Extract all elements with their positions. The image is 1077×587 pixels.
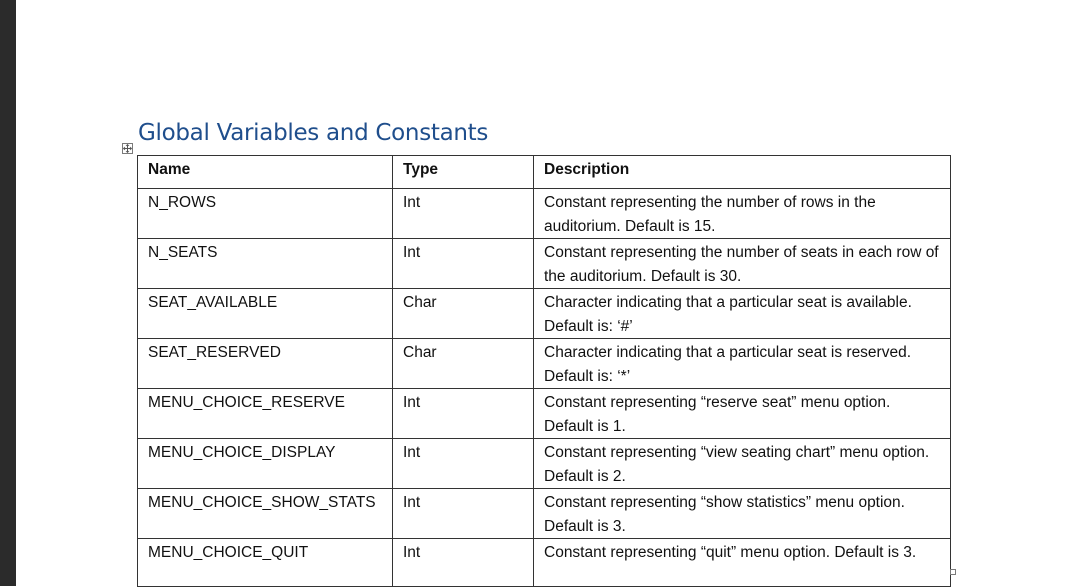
table-header-row: [138, 156, 951, 189]
table-row: [138, 239, 951, 289]
cell-type: Int: [393, 239, 534, 289]
cell-name: N_SEATS: [138, 239, 393, 289]
cell-description: Constant representing the number of seats in each row of the auditorium. Default is 30.: [534, 239, 951, 289]
table-move-handle[interactable]: [122, 143, 133, 154]
cell-name: MENU_CHOICE_SHOW_STATS: [138, 489, 393, 539]
cell-name: MENU_CHOICE_QUIT: [138, 539, 393, 587]
header-name: Name: [138, 156, 393, 189]
cell-description: Constant representing the number of rows in the auditorium. Default is 15.: [534, 189, 951, 239]
move-arrows-icon: [123, 144, 132, 153]
table-row: [138, 189, 951, 239]
cell-type: Int: [393, 189, 534, 239]
cell-type: Int: [393, 389, 534, 439]
cell-description: Constant representing “reserve seat” menu option. Default is 1.: [534, 389, 951, 439]
section-heading: Global Variables and Constants: [138, 120, 489, 146]
cell-description: Constant representing “view seating chart” menu option. Default is 2.: [534, 439, 951, 489]
window-left-edge: [0, 0, 16, 586]
table-row: [138, 539, 951, 587]
table-resize-handle[interactable]: [950, 569, 956, 575]
cell-name: MENU_CHOICE_DISPLAY: [138, 439, 393, 489]
cell-name: MENU_CHOICE_RESERVE: [138, 389, 393, 439]
cell-type: Char: [393, 289, 534, 339]
header-description: Description: [534, 156, 951, 189]
cell-type: Int: [393, 439, 534, 489]
cell-description: Character indicating that a particular seat is reserved. Default is: ‘*’: [534, 339, 951, 389]
cell-name: SEAT_RESERVED: [138, 339, 393, 389]
table-row: [138, 439, 951, 489]
header-type: Type: [393, 156, 534, 189]
cell-description: Constant representing “quit” menu option. Default is 3.: [534, 539, 951, 587]
cell-description: Character indicating that a particular seat is available. Default is: ‘#’: [534, 289, 951, 339]
table-row: [138, 289, 951, 339]
table-row: [138, 389, 951, 439]
table-row: [138, 339, 951, 389]
cell-name: N_ROWS: [138, 189, 393, 239]
cell-type: Int: [393, 539, 534, 587]
table-row: [138, 489, 951, 539]
cell-description: Constant representing “show statistics” menu option. Default is 3.: [534, 489, 951, 539]
cell-name: SEAT_AVAILABLE: [138, 289, 393, 339]
cell-type: Int: [393, 489, 534, 539]
variables-table: [137, 155, 951, 587]
cell-type: Char: [393, 339, 534, 389]
